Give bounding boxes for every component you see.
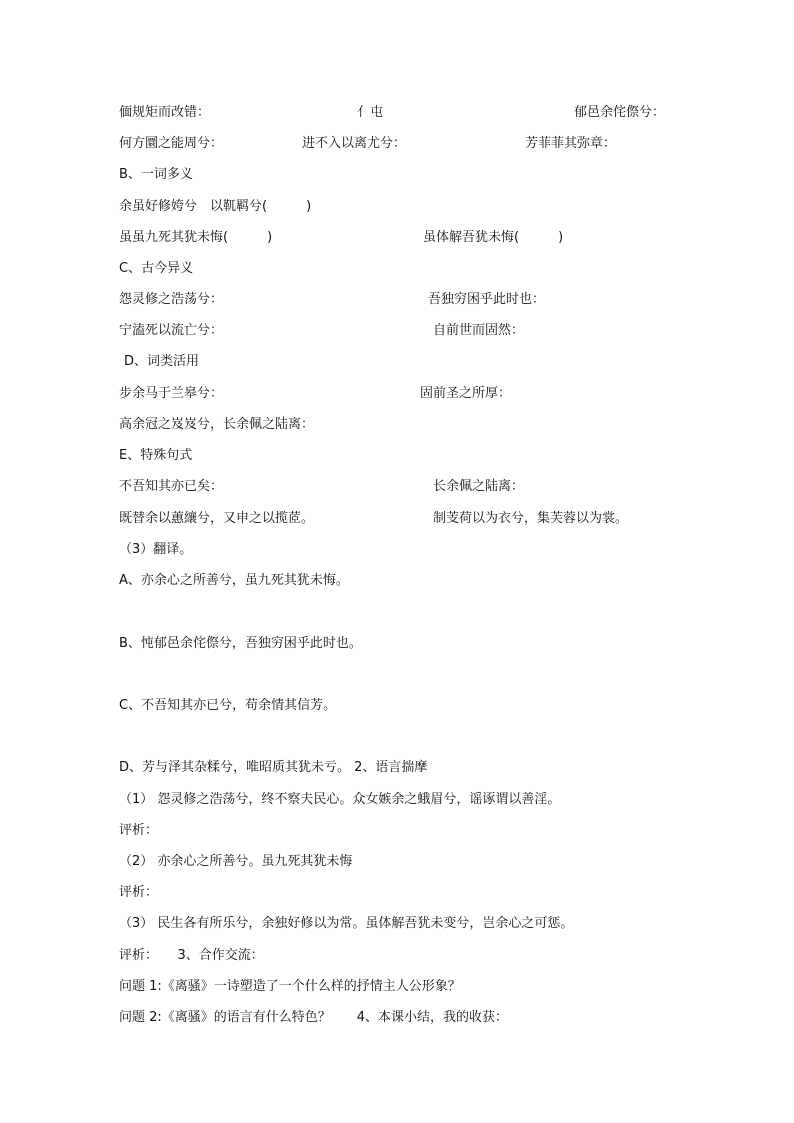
discussion-question: 问题 2:《离骚》的语言有什么特色？ 4、本课小结，我的收获： (119, 1010, 509, 1025)
exercise-line: 自前世而固然： (433, 323, 525, 338)
analysis-question: （2） 亦余心之所善兮。虽九死其犹未悔 (119, 854, 353, 869)
section-heading: D、词类活用 (124, 354, 200, 369)
section-heading: C、古今异义 (119, 261, 194, 276)
translation-item: A、亦余心之所善兮，虽九死其犹未悔。 (119, 573, 349, 588)
exercise-line: 余虽好修姱兮 以靰羁兮( ) (119, 199, 312, 214)
translation-item: B、忳郁邑余侘傺兮，吾独穷困乎此时也。 (119, 636, 362, 651)
section-heading: （3）翻译。 (119, 542, 193, 557)
analysis-question: （1） 怨灵修之浩荡兮，终不察夫民心。众女嫉余之蛾眉兮，谣诼谓以善淫。 (119, 792, 561, 807)
analysis-comment-label: 评析： (119, 823, 159, 838)
exercise-line: 步余马于兰皋兮： (119, 386, 224, 401)
exercise-line: 怨灵修之浩荡兮： (119, 292, 224, 307)
exercise-line: 虽虽九死其犹未悔( ) (119, 230, 273, 245)
exercise-line: 既替余以蕙纕兮，又申之以揽茝。 (119, 511, 315, 526)
vocab-item: 偭规矩而改错： (119, 105, 211, 120)
vocab-item: 进不入以离尤兮： (302, 136, 407, 151)
exercise-line: 虽体解吾犹未悔( ) (423, 230, 564, 245)
exercise-line: 不吾知其亦已矣： (119, 479, 224, 494)
translation-item: D、芳与泽其杂糅兮，唯昭质其犹未亏。 2、语言揣摩 (119, 760, 428, 775)
analysis-comment-label: 评析： 3、合作交流： (119, 948, 264, 963)
exercise-line: 固前圣之所厚： (420, 386, 512, 401)
vocab-item: 郁邑余侘傺兮： (574, 105, 666, 120)
exercise-line: 宁溘死以流亡兮： (119, 323, 224, 338)
section-heading: B、一词多义 (119, 167, 193, 182)
vocab-item: 芳菲菲其弥章： (525, 136, 617, 151)
vocab-item: 亻屯 (357, 105, 384, 120)
exercise-line: 长余佩之陆离： (433, 479, 525, 494)
exercise-line: 吾独穷困乎此时也： (428, 292, 546, 307)
discussion-question: 问题 1:《离骚》一诗塑造了一个什么样的抒情主人公形象？ (119, 979, 461, 994)
exercise-line: 高余冠之岌岌兮，长余佩之陆离： (119, 417, 315, 432)
exercise-line: 制芰荷以为衣兮，集芙蓉以为裳。 (433, 511, 629, 526)
analysis-question: （3） 民生各有所乐兮，余独好修以为常。虽体解吾犹未变兮，岂余心之可惩。 (119, 916, 574, 931)
section-heading: E、特殊句式 (119, 448, 193, 463)
translation-item: C、不吾知其亦已兮，苟余情其信芳。 (119, 698, 337, 713)
vocab-item: 何方圜之能周兮： (119, 136, 224, 151)
analysis-comment-label: 评析： (119, 885, 159, 900)
